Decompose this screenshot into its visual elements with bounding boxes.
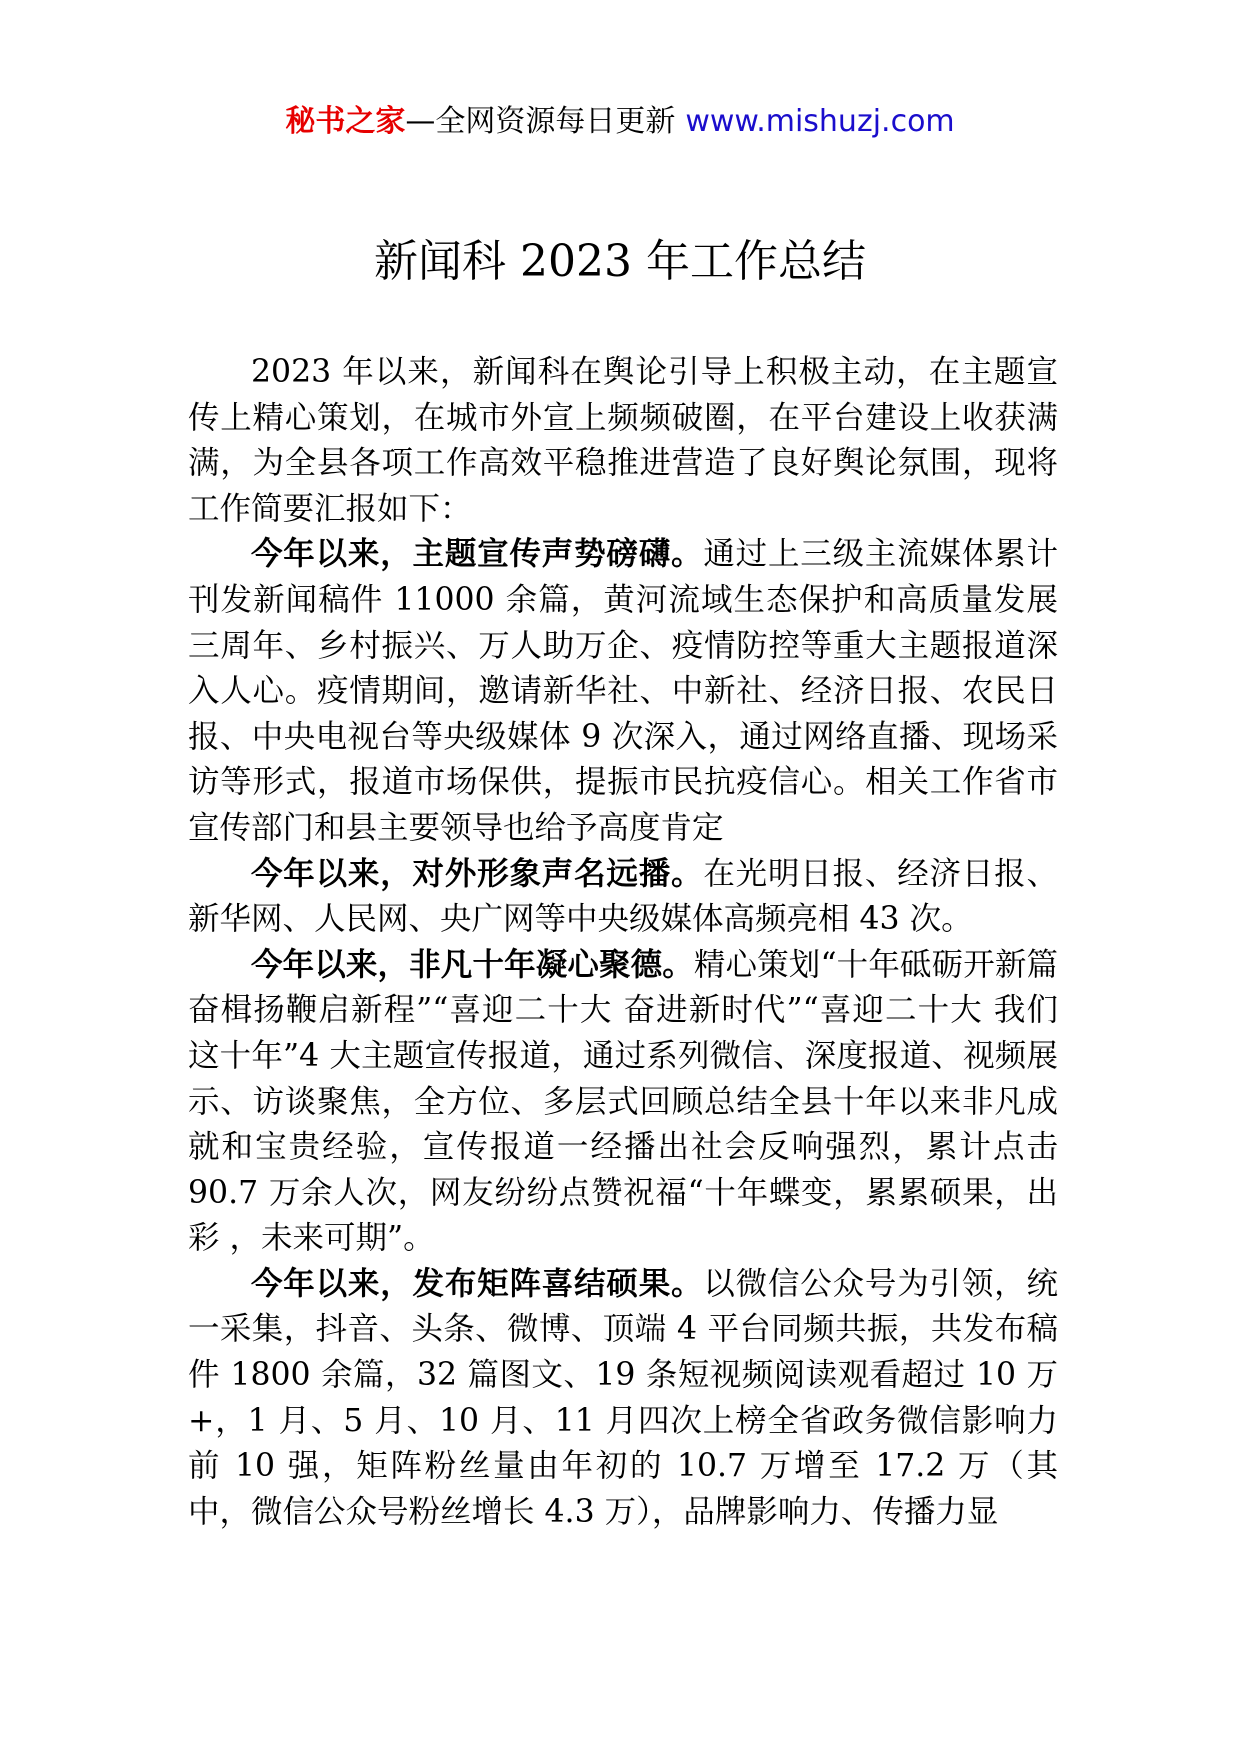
header-url-link[interactable]: www.mishuzj.com <box>685 104 955 139</box>
paragraph-ten-years <box>188 943 1058 1262</box>
paragraph-media-matrix <box>188 1262 1058 1536</box>
header-tagline: —全网资源每日更新 <box>405 104 676 139</box>
paragraph-text: 精心策划“十年砥砺开新篇 奋楫扬鞭启新程”“喜迎二十大 奋进新时代”“喜迎二十大 我们这十年”4 大主题宣传报道，通过系列微信、深度报道、视频展示、访谈聚焦，全方位、多层式回顾总结全县十年以来非凡成就和宝贵经验，宣传报道一经播出社会反响强烈，累计点击 90.7 万余人次，网友纷纷点赞祝福“十年蝶变，累累硕果，出彩 ，未来可期”。 <box>188 946 1058 1257</box>
paragraph-lead: 今年以来，发布矩阵喜结硕果。 <box>251 1265 704 1302</box>
paragraph-lead: 今年以来，主题宣传声势磅礴。 <box>251 536 704 573</box>
paragraph-lead: 今年以来，非凡十年凝心聚德。 <box>251 946 694 983</box>
page-header <box>0 100 1240 144</box>
header-brand: 秘书之家 <box>285 104 406 139</box>
document-title: 新闻科 2023 年工作总结 <box>374 236 866 287</box>
paragraph-text: 通过上三级主流媒体累计刊发新闻稿件 11000 余篇，黄河流域生态保护和高质量发展三周年、乡村振兴、万人助万企、疫情防控等重大主题报道深入人心。疫情期间，邀请新华社、中新社、经济日报、农民日报、中央电视台等央级媒体 9 次深入，通过网络直播、现场采访等形式，报道市场保供，提振市民抗疫信心。相关工作省市宣传部门和县主要领导也给予高度肯定 <box>188 536 1058 846</box>
paragraph-text: 2023 年以来，新闻科在舆论引导上积极主动，在主题宣传上精心策划，在城市外宣上频频破圈，在平台建设上收获满满，为全县各项工作高效平稳推进营造了良好舆论氛围，现将工作简要汇报如下： <box>188 354 1058 527</box>
paragraph-external-image <box>188 852 1058 943</box>
paragraph-text: 在光明日报、经济日报、新华网、人民网、央广网等中央级媒体高频亮相 43 次。 <box>188 855 1058 938</box>
paragraph-intro <box>188 350 1058 532</box>
paragraph-lead: 今年以来，对外形象声名远播。 <box>251 855 704 892</box>
paragraph-theme-publicity <box>188 532 1058 851</box>
paragraph-text: 以微信公众号为引领，统一采集，抖音、头条、微博、顶端 4 平台同频共振，共发布稿件 1800 余篇，32 篇图文、19 条短视频阅读观看超过 10 万+，1 月、5 月、10 月、11 月四次上榜全省政务微信影响力前 10 强，矩阵粉丝量由年初的 10.7 万增至 17.2 万（其中，微信公众号粉丝增长 4.3 万），品牌影响力、传播力显 <box>188 1265 1058 1530</box>
document-body <box>188 350 1058 1535</box>
